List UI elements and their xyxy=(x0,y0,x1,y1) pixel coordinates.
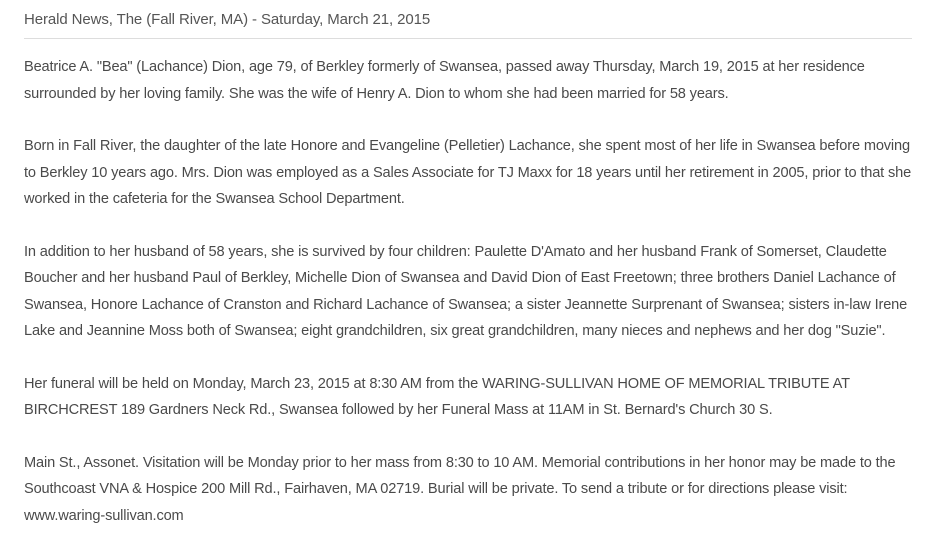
obituary-paragraph-intro: Beatrice A. "Bea" (Lachance) Dion, age 79, of Berkley formerly of Swansea, passed away Thursday, March 19, 2015 at her residence surrounded by her loving family. She was the wife of Henry A. Dion to whom she had been married for 58 years. xyxy=(24,59,865,102)
obituary-paragraph-biography: Born in Fall River, the daughter of the late Honore and Evangeline (Pelletier) Lachance, she spent most of her life in Swansea before moving to Berkley 10 years ago. Mrs. Dion was employed as a Sales Associate for TJ Maxx for 18 years until her retirement in 2005, prior to that she worked in the cafeteria for the Swansea School Department. xyxy=(24,138,912,207)
obituary-paragraph-funeral: Her funeral will be held on Monday, March 23, 2015 at 8:30 AM from the WARING-SULLIVAN HOME OF MEMORIAL TRIBUTE AT BIRCHCREST 189 Gardners Neck Rd., Swansea followed by her Funeral Mass at 11AM in St. Bernard's Church 30 S. xyxy=(24,375,850,418)
publication-source-line: Herald News, The (Fall River, MA) - Saturday, March 21, 2015 xyxy=(24,11,431,28)
header-divider xyxy=(24,38,912,39)
obituary-page xyxy=(24,0,914,529)
obituary-body xyxy=(24,54,914,529)
obituary-paragraph-visitation: Main St., Assonet. Visitation will be Monday prior to her mass from 8:30 to 10 AM. Memorial contributions in her honor may be made to the Southcoast VNA & Hospice 200 Mill Rd., Fairhaven, MA 02719. Burial will be private. To send a tribute or for directions please visit: www.waring-sullivan.com xyxy=(24,454,896,524)
obituary-paragraph-survivors: In addition to her husband of 58 years, she is survived by four children: Paulette D'Amato and her husband Frank of Somerset, Claudette Boucher and her husband Paul of Berkley, Michelle Dion of Swansea and David Dion of East Freetown; three brothers Daniel Lachance of Swansea, Honore Lachance of Cranston and Richard Lachance of Swansea; a sister Jeannette Surprenant of Swansea; sisters in-law Irene Lake and Jeannine Moss both of Swansea; eight grandchildren, six great grandchildren, many nieces and nephews and her dog "Suzie". xyxy=(24,243,908,339)
